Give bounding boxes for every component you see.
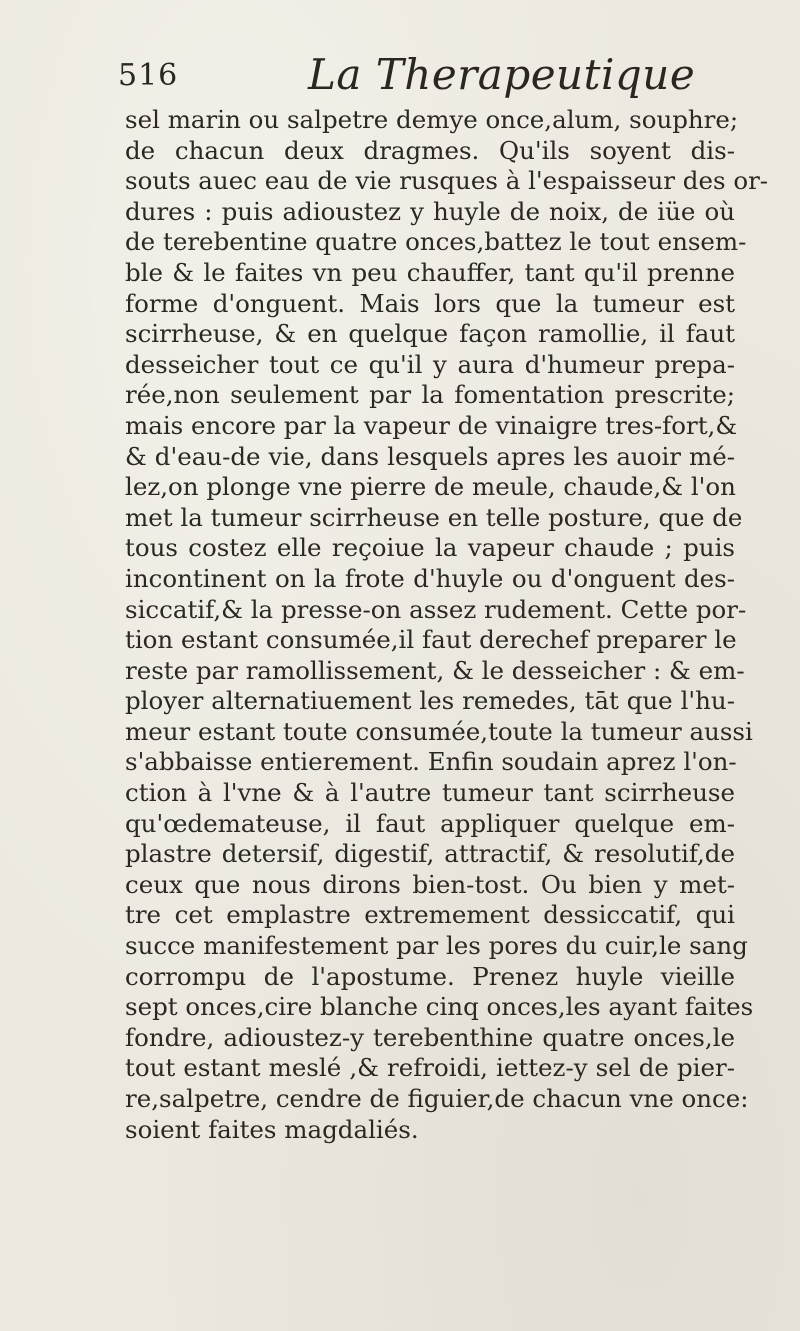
text-line: soient faites magdaliés.: [125, 1114, 419, 1144]
text-line: desseicher tout ce qu'il y aura d'humeur prepa-: [125, 349, 735, 379]
running-title: La Therapeutique: [308, 50, 696, 99]
text-line: tout estant meslé ,& refroidi, iettez-y sel de pier-: [125, 1053, 735, 1083]
text-line: incontinent on la frote d'huyle ou d'onguent des-: [125, 563, 735, 593]
text-line: dures : puis adioustez y huyle de noix, de iüe où: [125, 196, 735, 226]
text-line: rée,non seulement par la fomentation prescrite;: [125, 380, 735, 410]
text-line: forme d'onguent. Mais lors que la tumeur est: [125, 288, 735, 318]
text-line: tion estant consumée,il faut derechef preparer le: [125, 625, 737, 655]
text-line: siccatif,& la presse-on assez rudement. Cette por-: [125, 594, 747, 624]
text-line: meur estant toute consumée,toute la tumeur aussi: [125, 716, 753, 746]
text-line: de chacun deux dragmes. Qu'ils soyent dis-: [125, 135, 735, 165]
text-line: lez,on plonge vne pierre de meule, chaude,& l'on: [125, 472, 736, 502]
text-line: sept onces,cire blanche cinq onces,les ayant faites: [125, 992, 754, 1022]
body-text: [125, 105, 769, 1145]
text-line: met la tumeur scirrheuse en telle posture, que de: [125, 502, 743, 532]
text-line: & d'eau-de vie, dans lesquels apres les auoir mé-: [125, 441, 735, 471]
text-line: sel marin ou salpetre demye once,alum, souphre;: [125, 105, 739, 134]
page-header: [118, 50, 718, 100]
text-line: ble & le faites vn peu chauffer, tant qu'il prenne: [125, 257, 735, 287]
text-line: souts auec eau de vie rusques à l'espaisseur des or-: [125, 166, 769, 196]
text-line: de terebentine quatre onces,battez le tout ensem-: [125, 227, 747, 257]
text-line: fondre, adioustez-y terebenthine quatre onces,le: [125, 1022, 735, 1052]
text-line: plastre detersif, digestif, attractif, & resolutif,de: [125, 839, 735, 869]
text-line: reste par ramollissement, & le desseicher : & em-: [125, 655, 745, 685]
text-line: tous costez elle reçoiue la vapeur chaude ; puis: [125, 533, 735, 563]
text-line: ction à l'vne & à l'autre tumeur tant scirrheuse: [125, 778, 735, 808]
page-number: 516: [118, 58, 179, 93]
text-line: s'abbaisse entierement. Enfin soudain aprez l'on-: [125, 747, 737, 777]
text-line: tre cet emplastre extremement dessiccatif, qui: [125, 900, 735, 930]
text-line: ceux que nous dirons bien-tost. Ou bien y met-: [125, 869, 735, 899]
text-line: re,salpetre, cendre de figuier,de chacun vne once:: [125, 1084, 749, 1113]
text-line: qu'œdemateuse, il faut appliquer quelque em-: [125, 808, 735, 838]
text-line: ployer alternatiuement les remedes, tāt que l'hu-: [125, 686, 735, 716]
text-line: succe manifestement par les pores du cuir,le sang: [125, 931, 748, 961]
text-line: mais encore par la vapeur de vinaigre tres-fort,&: [125, 410, 738, 440]
text-line: scirrheuse, & en quelque façon ramollie, il faut: [125, 319, 735, 349]
text-line: corrompu de l'apostume. Prenez huyle vieille: [125, 961, 735, 991]
